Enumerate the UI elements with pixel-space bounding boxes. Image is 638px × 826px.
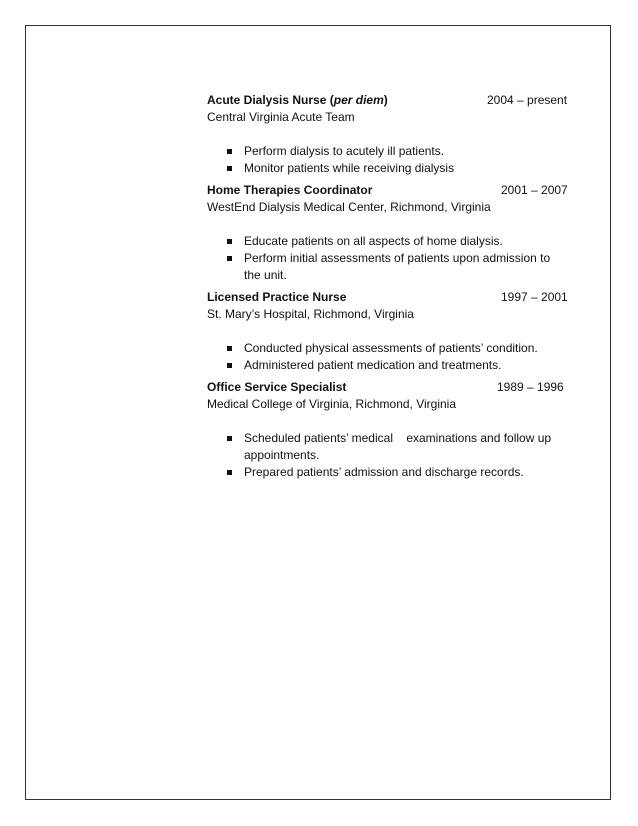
job-title: Acute Dialysis Nurse (per diem) [207,93,388,107]
list-item: Monitor patients while receiving dialysis [207,160,562,177]
job-title: Home Therapies Coordinator [207,183,373,197]
job-title-extra: per diem [333,93,384,107]
job-bullet-list [207,233,587,284]
job-bullet-list [207,430,587,481]
job-header [207,92,587,109]
bullet-square-icon [227,239,232,244]
job-title: Office Service Specialist [207,380,347,394]
job-bullet-list [207,340,587,374]
bullet-square-icon [227,166,232,171]
job-title: Licensed Practice Nurse [207,290,347,304]
job-organization: Medical College of Virginia, Richmond, Virginia [207,397,457,411]
job-header [207,379,587,396]
job-header [207,289,587,306]
job-dates: 2001 – 2007 [501,183,568,197]
resume-page [25,25,611,800]
bullet-square-icon [227,346,232,351]
job-dates: 1997 – 2001 [501,290,568,304]
job-entry-acute-dialysis-nurse [207,92,587,177]
list-item: Perform initial assessments of patients upon admission to the unit. [207,250,562,284]
job-entry-licensed-practice-nurse [207,289,587,374]
bullet-square-icon [227,470,232,475]
bullet-square-icon [227,256,232,261]
list-item: Administered patient medication and treatments. [207,357,562,374]
bullet-square-icon [227,436,232,441]
list-item: Conducted physical assessments of patients’ condition. [207,340,562,357]
bullet-square-icon [227,149,232,154]
job-bullet-list [207,143,587,177]
list-item: Scheduled patients’ medical examinations and follow up appointments. [207,430,562,464]
job-organization: Central Virginia Acute Team [207,110,355,124]
job-organization: WestEnd Dialysis Medical Center, Richmond, Virginia [207,200,491,214]
list-item: Perform dialysis to acutely ill patients. [207,143,562,160]
job-dates: 1989 – 1996 [497,380,564,394]
list-item: Prepared patients’ admission and discharge records. [207,464,562,481]
job-entry-home-therapies-coordinator [207,182,587,284]
job-dates: 2004 – present [487,93,568,107]
job-entry-office-service-specialist [207,379,587,481]
job-header [207,182,587,199]
job-organization: St. Mary’s Hospital, Richmond, Virginia [207,307,414,321]
list-item: Educate patients on all aspects of home dialysis. [207,233,562,250]
bullet-square-icon [227,363,232,368]
